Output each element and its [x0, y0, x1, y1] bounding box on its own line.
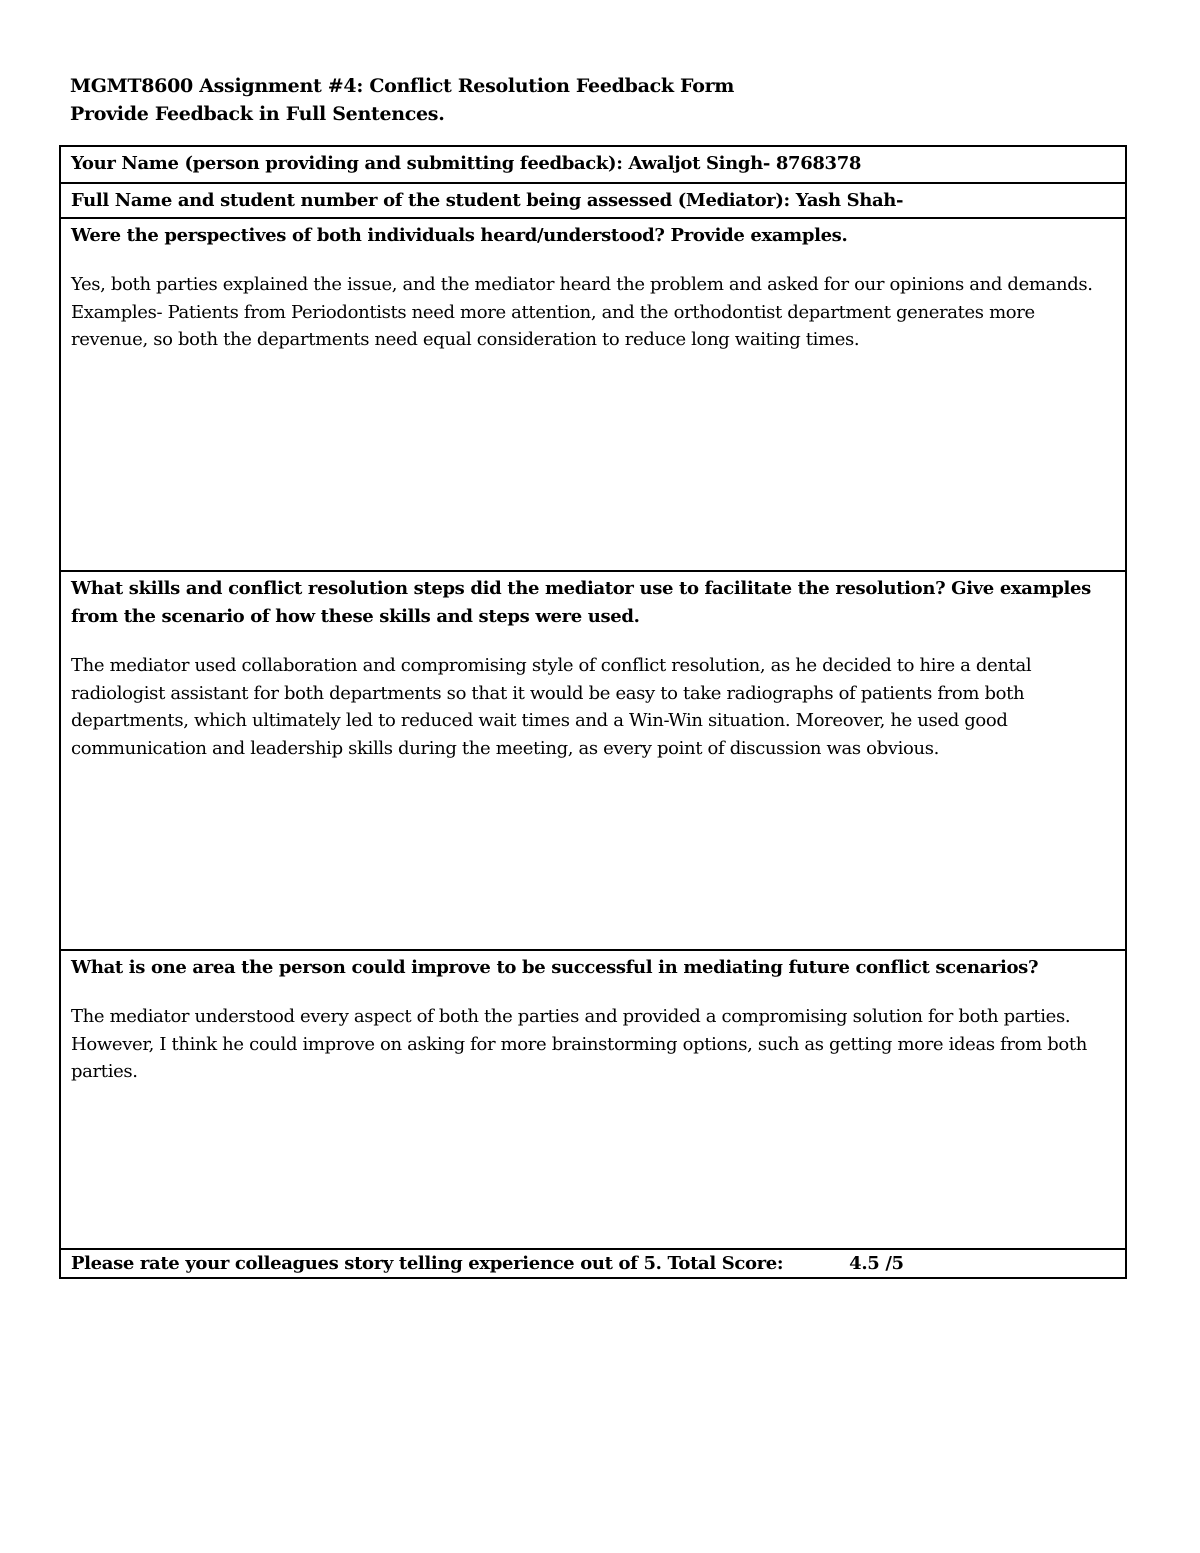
document-title: MGMT8600 Assignment #4: Conflict Resolution Feedback Form — [70, 75, 735, 97]
your-name-field — [71, 150, 1115, 178]
mediator-label: Full Name and student number of the student being assessed (Mediator): — [71, 190, 790, 211]
question-3-text: What is one area the person could improve to be successful in mediating future conflict scenarios? — [71, 957, 1039, 978]
document-header — [70, 72, 1070, 128]
question-2-row — [61, 572, 1125, 951]
score-row — [61, 1250, 1125, 1277]
feedback-form-table — [59, 145, 1127, 1279]
mediator-field — [71, 187, 1115, 215]
question-1-row — [61, 219, 1125, 572]
question-2-text: What skills and conflict resolution steps did the mediator use to facilitate the resolution? Give examples from the scenario of how these skills and steps were used. — [71, 578, 1091, 627]
score-field — [71, 1250, 1115, 1277]
document-subtitle: Provide Feedback in Full Sentences. — [70, 103, 445, 125]
question-3-answer: The mediator understood every aspect of both the parties and provided a compromising solution for both parties. However, I think he could improve on asking for more brainstorming options, such as getting more ideas from both parties. — [71, 1006, 1088, 1082]
question-1-answer: Yes, both parties explained the issue, and the mediator heard the problem and asked for our opinions and demands. Examples- Patients from Periodontists need more attention, and the orthodontist department generates more revenue, so both the departments need equal consideration to reduce long waiting times. — [71, 274, 1093, 350]
question-2-answer: The mediator used collaboration and compromising style of conflict resolution, as he decided to hire a dental radiologist assistant for both departments so that it would be easy to take radiographs of patients from both departments, which ultimately led to reduced wait times and a Win-Win situation. Moreover, he used good communication and leadership skills during the meeting, as every point of discussion was obvious. — [71, 655, 1032, 759]
mediator-value: Yash Shah- — [795, 190, 904, 211]
score-value: 4.5 /5 — [849, 1253, 904, 1274]
your-name-value: Awaljot Singh- 8768378 — [628, 153, 862, 174]
question-1-text: Were the perspectives of both individuals heard/understood? Provide examples. — [71, 225, 848, 246]
score-label: Please rate your colleagues story telling experience out of 5. Total Score: — [71, 1253, 784, 1274]
question-3-row — [61, 951, 1125, 1250]
your-name-row — [61, 147, 1125, 184]
mediator-row — [61, 184, 1125, 219]
your-name-label: Your Name (person providing and submitting feedback): — [71, 153, 623, 174]
